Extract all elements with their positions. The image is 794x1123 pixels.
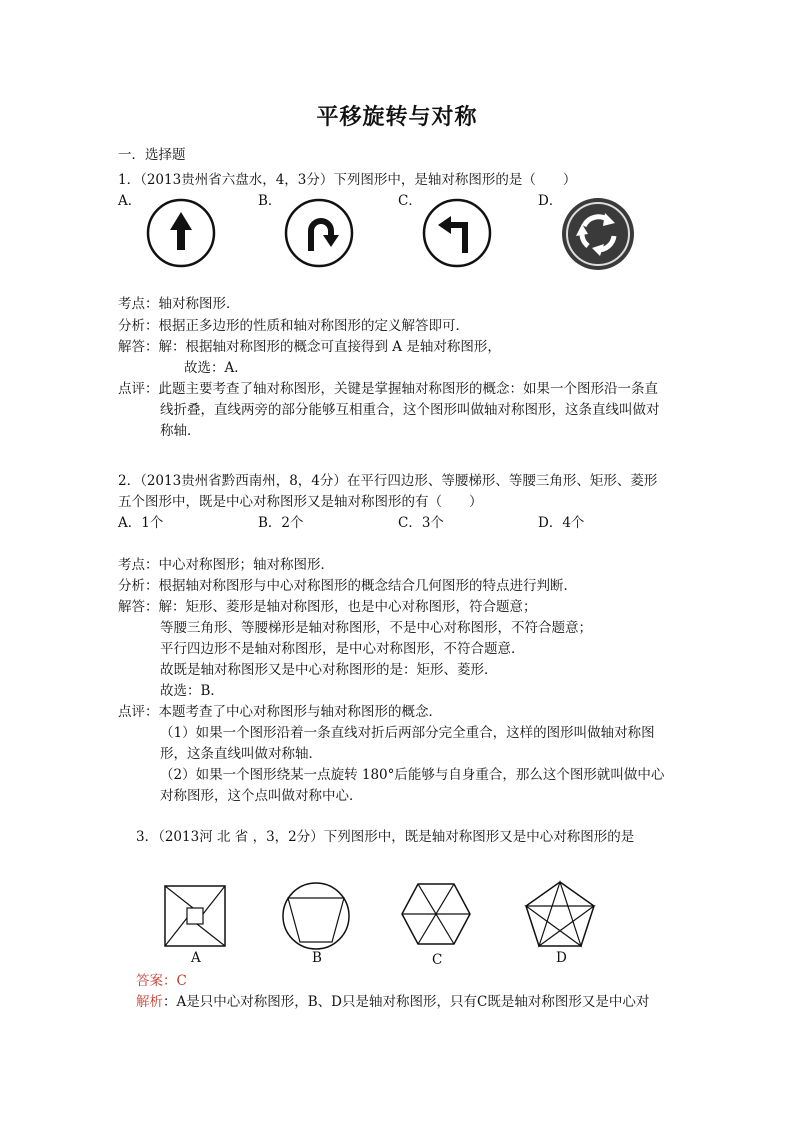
up-arrow-sign-icon	[145, 197, 217, 269]
q3-stem: 3．（2013河 北 省 ，3，2分）下列图形中，既是轴对称图形又是中心对称图形的是	[136, 829, 635, 845]
turn-left-sign-icon	[421, 197, 493, 269]
q1-option-a: A．	[118, 193, 142, 209]
q3-label-d: D	[556, 950, 567, 966]
q2-fenxi: 分析：根据轴对称图形与中心对称图形的概念结合几何图形的特点进行判断．	[118, 578, 577, 594]
q2-jieda-line1: 解答：解：矩形、菱形是轴对称图形，也是中心对称图形，符合题意；	[118, 599, 537, 615]
pentagon-star-figure	[524, 880, 596, 948]
q1-dianping-line1: 点评：此题主要考查了轴对称图形，关键是掌握轴对称图形的概念：如果一个图形沿一条直	[118, 381, 658, 397]
circle-trapezoid-figure	[280, 880, 352, 952]
q2-stem-line1: 2．（2013贵州省黔西南州，8，4分）在平行四边形、等腰梯形、等腰三角形、矩形、菱形	[118, 473, 658, 489]
q3-label-a: A	[191, 950, 201, 966]
q2-dianping-line2: （1）如果一个图形沿着一条直线对折后两部分完全重合，这样的图形叫做轴对称图	[160, 725, 655, 741]
q3-label-b: B	[312, 950, 322, 966]
q2-dianping-line5: 对称图形，这个点叫做对称中心．	[160, 788, 363, 804]
q2-stem-line2: 五个图形中，既是中心对称图形又是轴对称图形的有（ ）	[118, 494, 483, 510]
q3-answer: 答案：C	[136, 973, 187, 989]
q3-label-c: C	[432, 952, 443, 968]
q1-option-b: B．	[258, 193, 282, 209]
u-turn-sign-icon	[283, 197, 355, 269]
section-heading: 一．选择题	[118, 147, 186, 163]
page-title: 平移旋转与对称	[316, 104, 478, 130]
q2-option-a: A．1个	[118, 515, 164, 531]
q1-option-c: C．	[398, 193, 422, 209]
q2-dianping-line4: （2）如果一个图形绕某一点旋转 180°后能够与自身重合，那么这个图形就叫做中心	[160, 767, 665, 783]
q1-jieda-line2: 故选：A．	[184, 360, 248, 376]
q1-dianping-line2: 线折叠，直线两旁的部分能够互相重合，这个图形叫做轴对称图形，这条直线叫做对	[160, 402, 660, 418]
q2-kaodian: 考点：中心对称图形；轴对称图形．	[118, 557, 334, 573]
q2-jieda-line3: 平行四边形不是轴对称图形，是中心对称图形，不符合题意．	[160, 641, 525, 657]
q2-jieda-line2: 等腰三角形、等腰梯形是轴对称图形，不是中心对称图形，不符合题意；	[160, 620, 592, 636]
q2-dianping-line3: 形，这条直线叫做对称轴．	[160, 746, 322, 762]
q1-option-d: D．	[538, 193, 563, 209]
q1-stem: 1．（2013贵州省六盘水，4，3分）下列图形中，是轴对称图形的是（ ）	[118, 172, 577, 188]
hexagon-figure	[400, 882, 472, 946]
q2-jieda-line4: 故既是轴对称图形又是中心对称图形的是：矩形、菱形．	[160, 662, 498, 678]
q1-kaodian: 考点：轴对称图形．	[118, 296, 240, 312]
q1-jieda-line1: 解答：解：根据轴对称图形的概念可直接得到 A 是轴对称图形，	[118, 339, 501, 355]
q2-jieda-line5: 故选：B．	[160, 683, 224, 699]
q3-analysis-text: ：A是只中心对称图形，B、D只是轴对称图形，只有C既是轴对称图形又是中心对	[163, 994, 650, 1010]
q2-option-b: B．2个	[258, 515, 304, 531]
q3-analysis: 解析：A是只中心对称图形，B、D只是轴对称图形，只有C既是轴对称图形又是中心对	[136, 994, 650, 1010]
roundabout-sign-icon	[560, 196, 636, 272]
q2-option-d: D．4个	[538, 515, 585, 531]
q1-fenxi: 分析：根据正多边形的性质和轴对称图形的定义解答即可．	[118, 318, 469, 334]
q2-dianping-line1: 点评：本题考查了中心对称图形与轴对称图形的概念．	[118, 704, 442, 720]
q2-option-c: C．3个	[398, 515, 444, 531]
square-pinwheel-figure	[163, 884, 227, 948]
q1-dianping-line3: 称轴．	[160, 423, 201, 439]
